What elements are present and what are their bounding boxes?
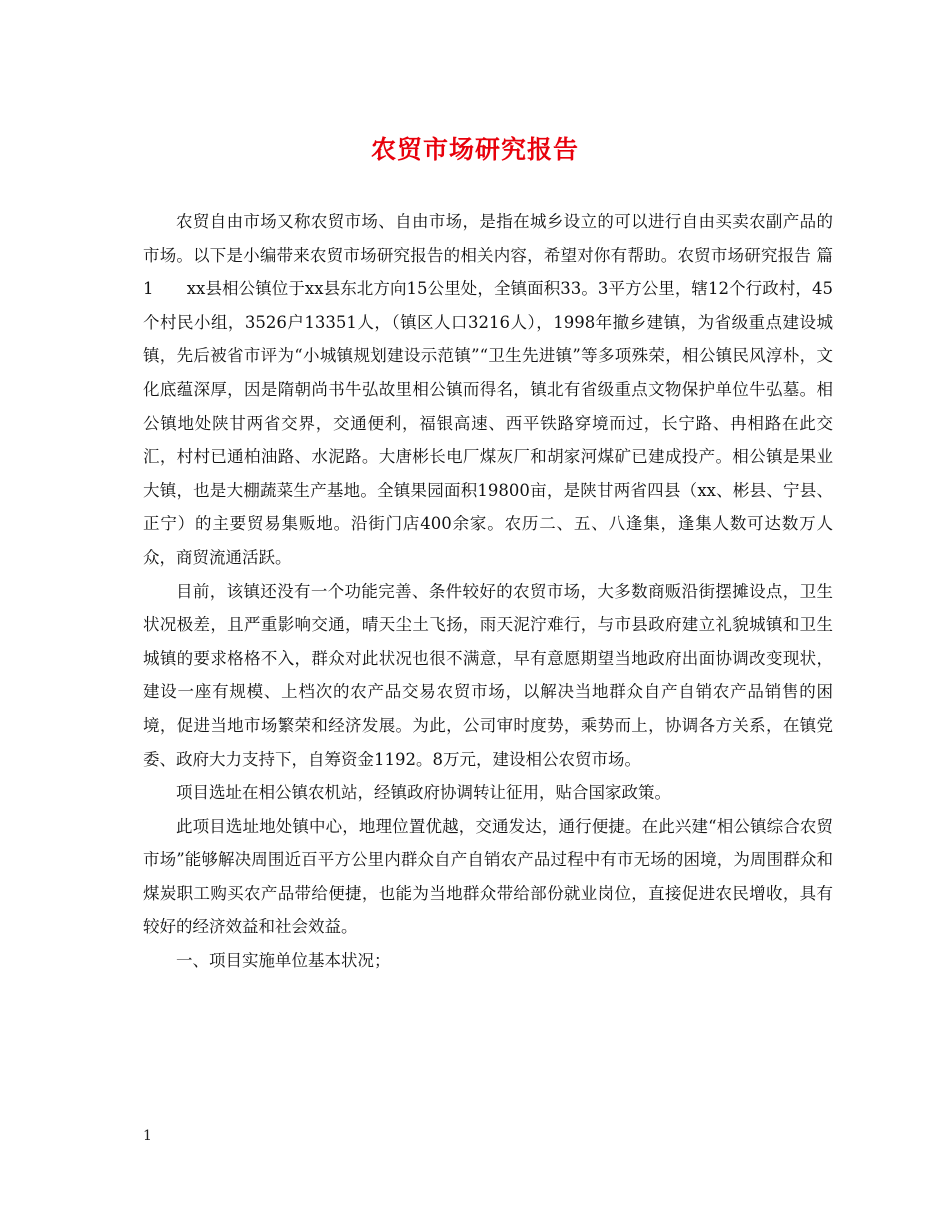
paragraph-site-selection: 项目选址在相公镇农机站，经镇政府协调转让征用，贴合国家政策。: [176, 783, 671, 803]
page-number: 1: [143, 1128, 152, 1144]
paragraph-section-heading: 一、项目实施单位基本状况；: [176, 951, 391, 971]
paragraph-current-situation: 目前，该镇还没有一个功能完善、条件较好的农贸市场，大多数商贩沿街摆摊设点，卫生状况极差，且严重影响交通，晴天尘土飞扬，雨天泥泞难行，与市县政府建立礼貌城镇和卫生城镇的要求格格不入，群众对此状况也很不满意，早有意愿期望当地政府出面协调改变现状，建设一座有规模、上档次的农产品交易农贸市场，以解决当地群众自产自销农产品销售的困境，促进当地市场繁荣和经济发展。为此，公司审时度势，乘势而上，协调各方关系，在镇党委、政府大力支持下，自筹资金1192。8万元，建设相公农贸市场。: [143, 581, 833, 769]
document-title: 农贸市场研究报告: [370, 135, 579, 164]
paragraph-intro: 农贸自由市场又称农贸市场、自由市场，是指在城乡设立的可以进行自由买卖农副产品的市场。以下是小编带来农贸市场研究报告的相关内容，希望对你有帮助。农贸市场研究报告 篇1 xx县相公镇位于xx县东北方向15公里处，全镇面积33。3平方公里，辖12个行政村，45个村民小组，3526户13351人，（镇区人口3216人），1998年撤乡建镇，为省级重点建设城镇，先后被省市评为“小城镇规划建设示范镇”“卫生先进镇”等多项殊荣，相公镇民风淳朴，文化底蕴深厚，因是隋朝尚书牛弘故里相公镇而得名，镇北有省级重点文物保护单位牛弘墓。相公镇地处陕甘两省交界，交通便利，福银高速、西平铁路穿境而过，长宁路、冉相路在此交汇，村村已通柏油路、水泥路。大唐彬长电厂煤灰厂和胡家河煤矿已建成投产。相公镇是果业大镇，也是大棚蔬菜生产基地。全镇果园面积19800亩，是陕甘两省四县（xx、彬县、宁县、正宁）的主要贸易集贩地。沿街门店400余家。农历二、五、八逢集，逢集人数可达数万人众，商贸流通活跃。: [143, 212, 833, 567]
document-body: [143, 205, 833, 978]
paragraph-site-advantages: 此项目选址地处镇中心，地理位置优越，交通发达，通行便捷。在此兴建“相公镇综合农贸市场”能够解决周围近百平方公里内群众自产自销农产品过程中有市无场的困境，为周围群众和煤炭职工购买农产品带给便捷，也能为当地群众带给部份就业岗位，直接促进农民增收，具有较好的经济效益和社会效益。: [143, 816, 833, 937]
